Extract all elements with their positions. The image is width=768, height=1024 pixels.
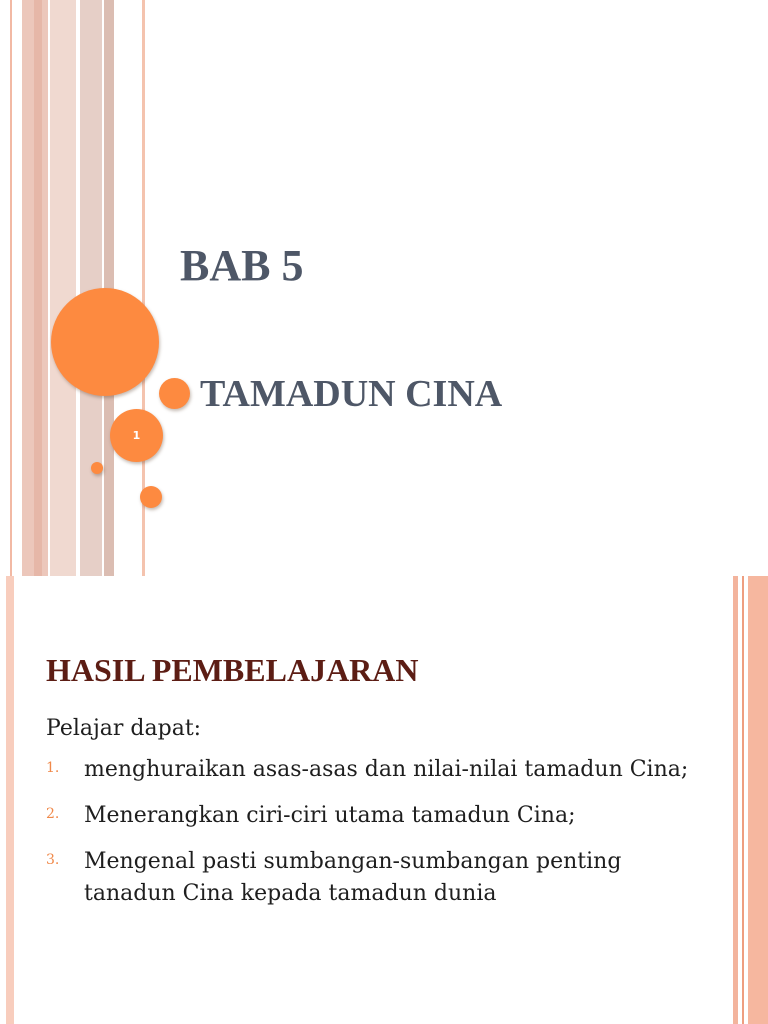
slide-subtitle: TAMADUN CINA bbox=[200, 373, 503, 415]
list-item bbox=[46, 754, 706, 786]
intro-text: Pelajar dapat: bbox=[46, 716, 202, 741]
decorative-circle-small bbox=[91, 462, 103, 474]
learning-outcomes-slide bbox=[0, 576, 768, 1024]
list-item-text: Menerangkan ciri-ciri utama tamadun Cina; bbox=[84, 803, 576, 828]
decorative-stripe bbox=[6, 576, 14, 1024]
slide-number: 1 bbox=[132, 429, 141, 442]
list-item-text: menghuraikan asas-asas dan nilai-nilai tamadun Cina; bbox=[84, 757, 689, 782]
list-marker: 1. bbox=[46, 760, 60, 776]
decorative-stripe bbox=[742, 576, 744, 1024]
list-item bbox=[46, 800, 706, 832]
outcomes-list bbox=[46, 754, 706, 924]
decorative-circle-medium bbox=[159, 378, 190, 409]
slide-number-badge bbox=[110, 409, 163, 462]
decorative-stripe bbox=[34, 0, 42, 576]
decorative-stripe bbox=[733, 576, 738, 1024]
decorative-stripe bbox=[10, 0, 12, 576]
section-heading: HASIL PEMBELAJARAN bbox=[46, 652, 419, 688]
slide-title: BAB 5 bbox=[180, 241, 304, 290]
decorative-stripe bbox=[748, 576, 768, 1024]
list-marker: 2. bbox=[46, 806, 60, 822]
decorative-stripe bbox=[50, 0, 76, 576]
decorative-circle-large bbox=[51, 288, 159, 396]
list-item-text: Mengenal pasti sumbangan-sumbangan penting tanadun Cina kepada tamadun dunia bbox=[84, 849, 622, 906]
decorative-circle-small bbox=[140, 486, 162, 508]
list-marker: 3. bbox=[46, 852, 60, 868]
list-item bbox=[46, 846, 706, 910]
